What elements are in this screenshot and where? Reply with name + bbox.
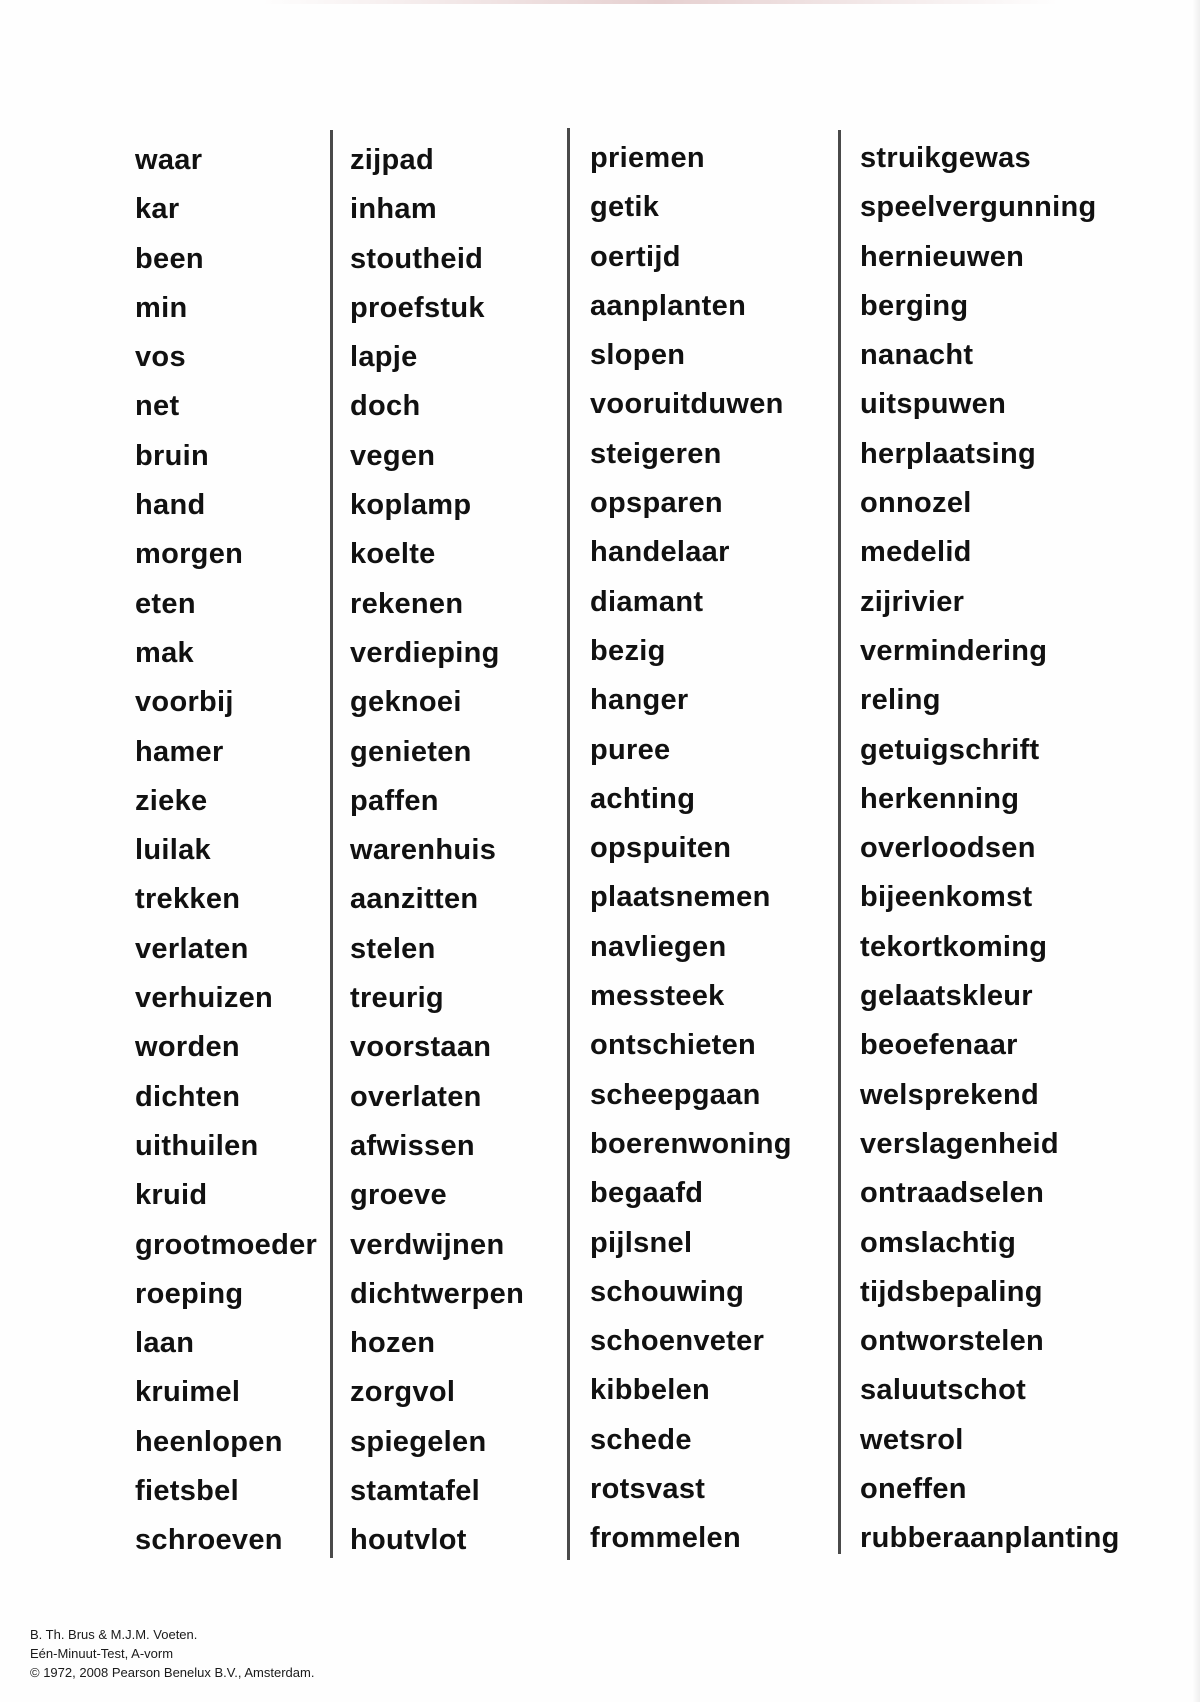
word-item: houtvlot: [350, 1524, 467, 1557]
column-divider-1: [330, 130, 333, 1558]
word-item: wetsrol: [860, 1423, 964, 1456]
word-item: doch: [350, 390, 421, 423]
word-item: berging: [860, 289, 969, 322]
word-item: verslagenheid: [860, 1127, 1059, 1160]
word-item: hozen: [350, 1327, 436, 1360]
word-item: omslachtig: [860, 1226, 1017, 1259]
word-item: handelaar: [590, 536, 730, 569]
word-column-3: [590, 134, 792, 1564]
word-item: diamant: [590, 585, 704, 618]
word-item: boerenwoning: [590, 1127, 792, 1160]
word-item: vooruitduwen: [590, 388, 784, 421]
word-item: verlaten: [135, 932, 249, 965]
word-item: steigeren: [590, 437, 722, 470]
word-item: kar: [135, 193, 180, 226]
word-item: verdwijnen: [350, 1228, 505, 1261]
word-item: puree: [590, 733, 671, 766]
word-item: warenhuis: [350, 834, 497, 867]
word-item: messteek: [590, 980, 725, 1013]
word-item: mak: [135, 636, 194, 669]
word-item: onnozel: [860, 487, 972, 520]
word-item: ontraadselen: [860, 1177, 1045, 1210]
word-item: heenlopen: [135, 1425, 283, 1458]
word-item: worden: [135, 1031, 240, 1064]
word-item: kibbelen: [590, 1374, 711, 1407]
word-item: afwissen: [350, 1129, 475, 1162]
word-item: welsprekend: [860, 1078, 1039, 1111]
word-item: herplaatsing: [860, 437, 1037, 470]
word-item: eten: [135, 587, 196, 620]
word-item: verhuizen: [135, 982, 274, 1015]
word-item: achting: [590, 782, 696, 815]
word-item: tekortkoming: [860, 930, 1048, 963]
word-item: schouwing: [590, 1275, 745, 1308]
scan-edge-top: [260, 0, 1060, 4]
word-item: struikgewas: [860, 142, 1031, 174]
word-item: medelid: [860, 536, 972, 569]
word-item: herkenning: [860, 782, 1020, 815]
word-item: proefstuk: [350, 291, 485, 324]
word-item: schoenveter: [590, 1325, 765, 1358]
word-item: schroeven: [135, 1524, 283, 1557]
word-item: inham: [350, 193, 437, 226]
word-item: zieke: [135, 784, 208, 817]
word-item: treurig: [350, 982, 444, 1015]
word-item: luilak: [135, 834, 211, 867]
footer-authors: B. Th. Brus & M.J.M. Voeten.: [30, 1627, 198, 1642]
word-item: trekken: [135, 883, 241, 916]
word-item: oneffen: [860, 1473, 967, 1506]
word-item: begaafd: [590, 1177, 704, 1210]
word-item: oertijd: [590, 240, 681, 273]
word-item: schede: [590, 1423, 692, 1456]
word-item: bezig: [590, 634, 666, 667]
word-item: hanger: [590, 684, 689, 717]
word-item: vos: [135, 341, 186, 374]
word-item: tijdsbepaling: [860, 1275, 1043, 1308]
word-column-2: [350, 136, 524, 1566]
column-divider-2: [567, 128, 570, 1560]
word-item: been: [135, 242, 204, 275]
word-item: laan: [135, 1327, 195, 1360]
word-item: uithuilen: [135, 1129, 259, 1162]
word-item: getik: [590, 191, 660, 224]
word-column-1: [135, 136, 317, 1566]
word-item: kruimel: [135, 1376, 241, 1409]
word-item: uitspuwen: [860, 388, 1007, 421]
word-item: spiegelen: [350, 1425, 487, 1458]
word-item: stelen: [350, 932, 436, 965]
word-item: voorbij: [135, 686, 234, 719]
word-item: gelaatskleur: [860, 980, 1033, 1013]
word-item: dichtwerpen: [350, 1277, 525, 1310]
word-item: pijlsnel: [590, 1226, 693, 1259]
word-item: groeve: [350, 1179, 447, 1212]
word-item: opsparen: [590, 487, 723, 520]
word-item: min: [135, 291, 188, 324]
word-column-4: [860, 134, 1120, 1564]
word-item: paffen: [350, 784, 439, 817]
word-item: waar: [135, 144, 203, 176]
word-item: stoutheid: [350, 242, 484, 275]
word-item: grootmoeder: [135, 1228, 318, 1261]
word-item: ontworstelen: [860, 1325, 1045, 1358]
word-item: reling: [860, 684, 941, 717]
scan-edge-right: [1192, 0, 1200, 1702]
word-item: stamtafel: [350, 1475, 481, 1508]
word-item: navliegen: [590, 930, 727, 963]
word-item: beoefenaar: [860, 1029, 1018, 1062]
word-item: saluutschot: [860, 1374, 1027, 1407]
word-item: nanacht: [860, 339, 974, 372]
word-item: overlaten: [350, 1080, 482, 1113]
word-item: dichten: [135, 1080, 241, 1113]
word-item: roeping: [135, 1277, 244, 1310]
word-item: rotsvast: [590, 1473, 706, 1506]
word-item: fietsbel: [135, 1475, 239, 1508]
word-item: getuigschrift: [860, 733, 1040, 766]
word-item: koplamp: [350, 489, 472, 522]
word-item: ontschieten: [590, 1029, 757, 1062]
word-item: priemen: [590, 142, 705, 174]
word-item: plaatsnemen: [590, 881, 771, 914]
word-item: vermindering: [860, 634, 1048, 667]
word-item: opspuiten: [590, 832, 732, 865]
word-item: zijpad: [350, 144, 434, 176]
word-item: slopen: [590, 339, 686, 372]
word-item: zorgvol: [350, 1376, 456, 1409]
word-item: hand: [135, 489, 206, 522]
word-item: vegen: [350, 439, 436, 472]
word-item: bruin: [135, 439, 209, 472]
word-item: verdieping: [350, 636, 500, 669]
column-divider-3: [838, 130, 841, 1554]
word-item: zijrivier: [860, 585, 965, 618]
footer-copyright: © 1972, 2008 Pearson Benelux B.V., Amsterdam.: [30, 1665, 315, 1680]
word-item: morgen: [135, 538, 244, 571]
word-item: net: [135, 390, 180, 423]
word-item: kruid: [135, 1179, 208, 1212]
word-item: hamer: [135, 735, 224, 768]
word-item: frommelen: [590, 1522, 741, 1555]
word-item: overloodsen: [860, 832, 1036, 865]
word-item: geknoei: [350, 686, 462, 719]
word-item: bijeenkomst: [860, 881, 1033, 914]
footer-credits: [30, 1625, 314, 1682]
word-item: koelte: [350, 538, 436, 571]
word-item: scheepgaan: [590, 1078, 761, 1111]
word-item: rubberaanplanting: [860, 1522, 1120, 1555]
word-item: rekenen: [350, 587, 464, 620]
word-item: voorstaan: [350, 1031, 492, 1064]
word-item: lapje: [350, 341, 418, 374]
word-item: speelvergunning: [860, 191, 1097, 224]
word-item: aanzitten: [350, 883, 479, 916]
word-item: hernieuwen: [860, 240, 1025, 273]
word-item: aanplanten: [590, 289, 747, 322]
word-item: genieten: [350, 735, 472, 768]
footer-test-name: Eén-Minuut-Test, A-vorm: [30, 1646, 174, 1661]
